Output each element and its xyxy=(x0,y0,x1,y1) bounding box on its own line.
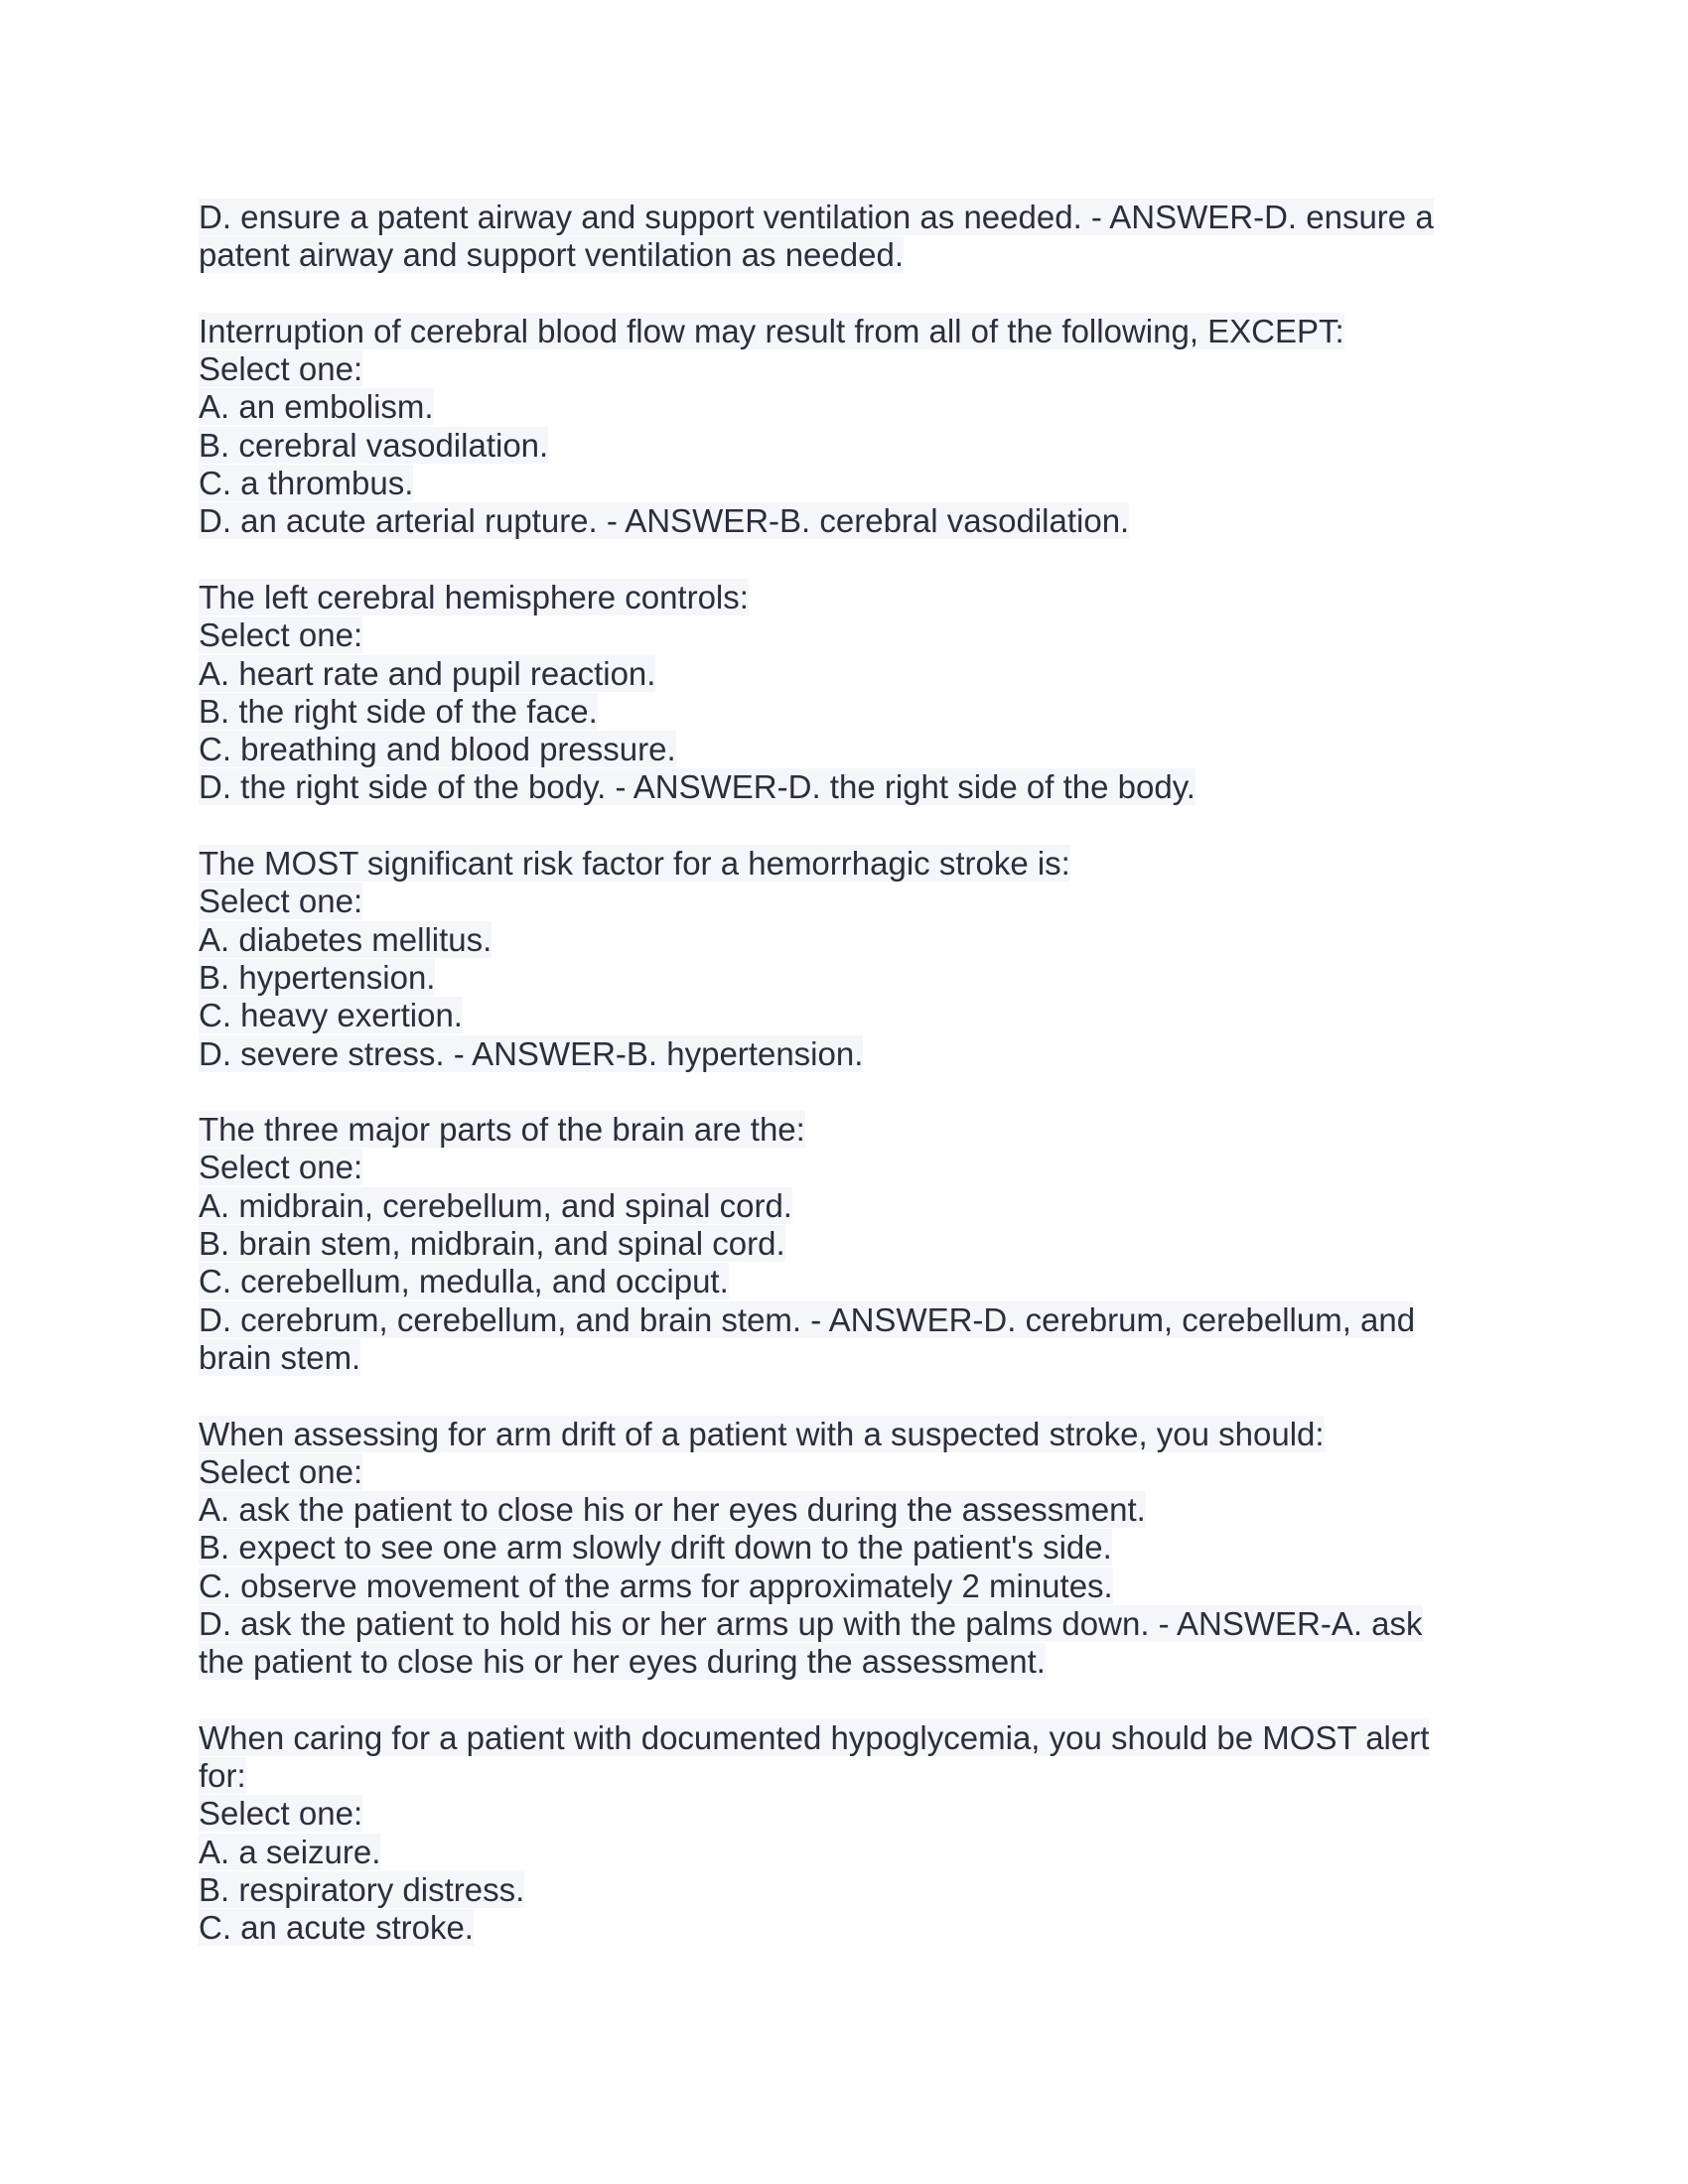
option-d-answer: D. ask the patient to hold his or her arms up with the palms down. - ANSWER-A. ask xyxy=(199,1604,1423,1642)
question-text: The MOST significant risk factor for a hemorrhagic stroke is: xyxy=(199,845,1070,883)
option-d-answer: D. the right side of the body. - ANSWER-D. the right side of the body. xyxy=(199,768,1196,806)
option-c: C. an acute stroke. xyxy=(199,1909,474,1947)
option-b: B. the right side of the face. xyxy=(199,692,598,730)
select-one-label: Select one: xyxy=(199,883,363,920)
option-a: A. midbrain, cerebellum, and spinal cord. xyxy=(199,1186,792,1224)
question-block xyxy=(199,1719,1489,1948)
answer-continuation: brain stem. xyxy=(199,1338,361,1376)
option-b: B. brain stem, midbrain, and spinal cord. xyxy=(199,1225,785,1263)
option-b: B. hypertension. xyxy=(199,958,436,996)
document-content xyxy=(199,199,1489,1985)
option-c: C. heavy exertion. xyxy=(199,997,463,1034)
answer-continuation: the patient to close his or her eyes during the assessment. xyxy=(199,1643,1046,1681)
text-line: patent airway and support ventilation as needed. xyxy=(199,236,904,274)
option-c: C. a thrombus. xyxy=(199,465,414,502)
question-block xyxy=(199,845,1489,1073)
question-block xyxy=(199,313,1489,541)
question-block xyxy=(199,199,1489,275)
option-c: C. cerebellum, medulla, and occiput. xyxy=(199,1263,729,1300)
question-text: The left cerebral hemisphere controls: xyxy=(199,578,749,615)
select-one-label: Select one: xyxy=(199,1149,363,1186)
option-a: A. diabetes mellitus. xyxy=(199,920,492,958)
select-one-label: Select one: xyxy=(199,1795,363,1833)
question-block xyxy=(199,579,1489,807)
select-one-label: Select one: xyxy=(199,1452,363,1490)
question-text-continuation: for: xyxy=(199,1757,246,1795)
option-a: A. an embolism. xyxy=(199,388,434,426)
question-text: Interruption of cerebral blood flow may result from all of the following, EXCEPT: xyxy=(199,312,1344,349)
question-text: When assessing for arm drift of a patient with a suspected stroke, you should: xyxy=(199,1415,1325,1452)
option-a: A. heart rate and pupil reaction. xyxy=(199,654,656,692)
text-line: D. ensure a patent airway and support ventilation as needed. - ANSWER-D. ensure a xyxy=(199,199,1434,235)
select-one-label: Select one: xyxy=(199,350,363,388)
option-b: B. respiratory distress. xyxy=(199,1871,525,1909)
question-text: When caring for a patient with documented hypoglycemia, you should be MOST alert xyxy=(199,1718,1430,1756)
option-a: A. ask the patient to close his or her eyes during the assessment. xyxy=(199,1491,1146,1529)
option-d-answer: D. severe stress. - ANSWER-B. hypertension. xyxy=(199,1034,864,1072)
option-b: B. cerebral vasodilation. xyxy=(199,426,549,464)
question-block xyxy=(199,1111,1489,1377)
option-b: B. expect to see one arm slowly drift down to the patient's side. xyxy=(199,1529,1112,1567)
option-c: C. breathing and blood pressure. xyxy=(199,731,676,768)
select-one-label: Select one: xyxy=(199,616,363,654)
question-block xyxy=(199,1416,1489,1682)
option-a: A. a seizure. xyxy=(199,1833,381,1870)
option-d-answer: D. cerebrum, cerebellum, and brain stem. - ANSWER-D. cerebrum, cerebellum, and xyxy=(199,1300,1416,1338)
option-d-answer: D. an acute arterial rupture. - ANSWER-B. cerebral vasodilation. xyxy=(199,502,1130,540)
question-text: The three major parts of the brain are the: xyxy=(199,1111,805,1149)
option-c: C. observe movement of the arms for approximately 2 minutes. xyxy=(199,1567,1113,1604)
